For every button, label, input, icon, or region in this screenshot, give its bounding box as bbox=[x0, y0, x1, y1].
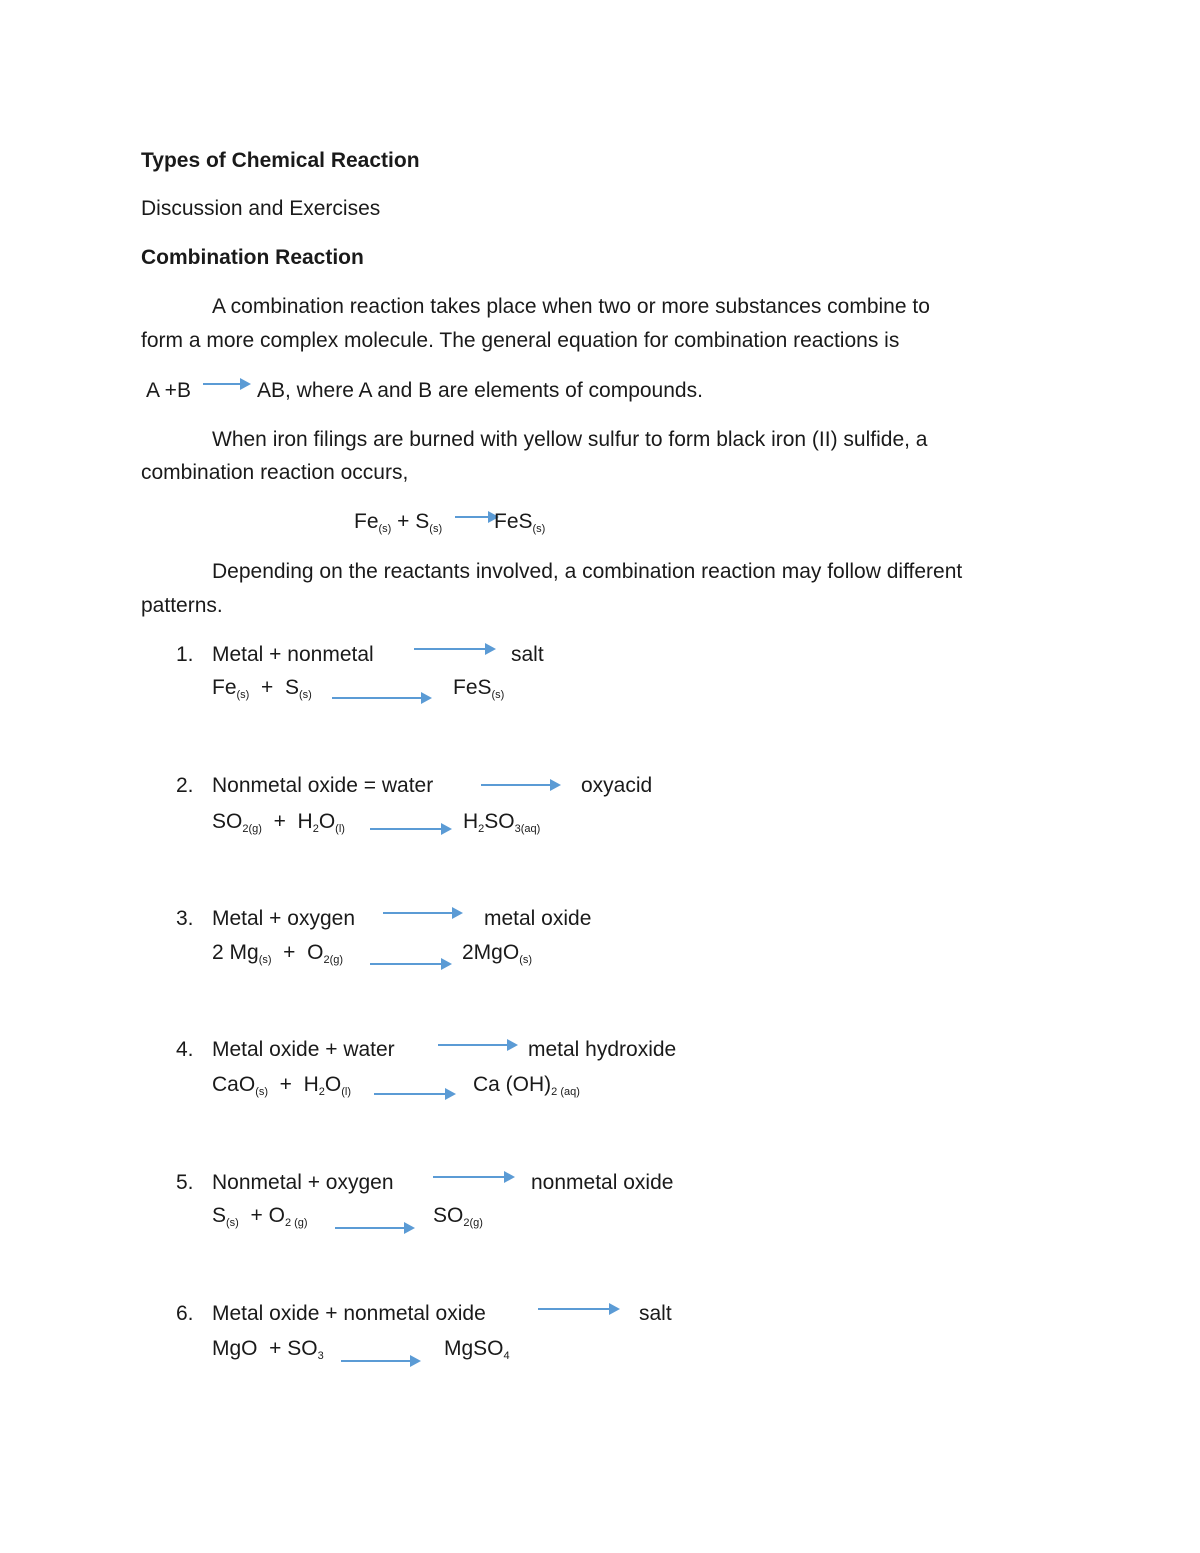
reaction-arrow-icon bbox=[414, 643, 496, 655]
iron-paragraph-line-1: When iron filings are burned with yellow sulfur to form black iron (II) sulfide, a bbox=[212, 428, 928, 451]
pattern-number: 5. bbox=[176, 1171, 194, 1194]
pattern-reactants: Metal oxide + nonmetal oxide bbox=[212, 1302, 486, 1325]
pattern-number: 3. bbox=[176, 907, 194, 930]
pattern-number: 1. bbox=[176, 643, 194, 666]
general-equation-product: AB, where A and B are elements of compounds. bbox=[257, 379, 703, 402]
iron-equation-product: FeS$_{(s)}$ bbox=[494, 510, 546, 535]
intro-paragraph-line-2: form a more complex molecule. The general equation for combination reactions is bbox=[141, 329, 900, 352]
example-product: FeS$_{(s)}$ bbox=[453, 676, 505, 701]
reaction-arrow-icon bbox=[538, 1303, 620, 1315]
example-product: Ca $(OH)_{2 (aq)}$ bbox=[473, 1073, 580, 1098]
pattern-number: 6. bbox=[176, 1302, 194, 1325]
example-product: $H_2SO_{3(aq)}$ bbox=[463, 810, 541, 835]
pattern-number: 2. bbox=[176, 774, 194, 797]
pattern-product: salt bbox=[639, 1302, 672, 1325]
example-reactants: 2 $Mg_{(s)} + O_{2(g)}$ bbox=[212, 941, 344, 966]
reaction-arrow-icon bbox=[481, 779, 561, 791]
page-subtitle: Discussion and Exercises bbox=[141, 197, 381, 220]
pattern-reactants: Nonmetal oxide = water bbox=[212, 774, 434, 797]
example-reactants: $SO_{2(g)} + H_2O_{(l)}$ bbox=[212, 810, 345, 835]
reaction-arrow-icon bbox=[335, 1222, 415, 1234]
iron-paragraph-line-2: combination reaction occurs, bbox=[141, 461, 409, 484]
pattern-reactants: Metal + oxygen bbox=[212, 907, 356, 930]
general-equation-reactants: A +B bbox=[146, 379, 191, 402]
reaction-arrow-icon bbox=[370, 823, 452, 835]
pattern-product: oxyacid bbox=[581, 774, 653, 797]
depend-paragraph-line-2: patterns. bbox=[141, 594, 223, 617]
reaction-arrow-icon bbox=[203, 378, 251, 390]
example-reactants: $Fe_{(s)} + S_{(s)}$ bbox=[212, 676, 312, 701]
example-product: $SO_{2(g)}$ bbox=[433, 1204, 483, 1229]
reaction-arrow-icon bbox=[332, 692, 432, 704]
intro-paragraph-line-1: A combination reaction takes place when two or more substances combine to bbox=[212, 295, 930, 318]
example-reactants: MgO + $SO_3$ bbox=[212, 1337, 324, 1362]
example-reactants: $CaO_{(s)} + H_2O_{(l)}$ bbox=[212, 1073, 352, 1098]
reaction-arrow-icon bbox=[433, 1171, 515, 1183]
example-reactants: $S_{(s)} + O_{2 (g)}$ bbox=[212, 1204, 308, 1229]
pattern-reactants: Metal oxide + water bbox=[212, 1038, 395, 1061]
pattern-product: salt bbox=[511, 643, 544, 666]
reaction-arrow-icon bbox=[341, 1355, 421, 1367]
reaction-arrow-icon bbox=[383, 907, 463, 919]
iron-equation-reactants: $Fe_{(s)} + S_{(s)}$ bbox=[354, 510, 443, 535]
example-product: MgSO$_4$ bbox=[444, 1337, 510, 1362]
depend-paragraph-line-1: Depending on the reactants involved, a combination reaction may follow different bbox=[212, 560, 963, 583]
reaction-arrow-icon bbox=[455, 511, 499, 523]
example-product: 2MgO$_{(s)}$ bbox=[462, 941, 533, 966]
page-title: Types of Chemical Reaction bbox=[141, 149, 420, 172]
pattern-product: nonmetal oxide bbox=[531, 1171, 674, 1194]
pattern-reactants: Nonmetal + oxygen bbox=[212, 1171, 394, 1194]
pattern-number: 4. bbox=[176, 1038, 194, 1061]
pattern-product: metal hydroxide bbox=[528, 1038, 677, 1061]
pattern-reactants: Metal + nonmetal bbox=[212, 643, 374, 666]
reaction-arrow-icon bbox=[374, 1088, 456, 1100]
pattern-product: metal oxide bbox=[484, 907, 592, 930]
reaction-arrow-icon bbox=[370, 958, 452, 970]
section-heading: Combination Reaction bbox=[141, 246, 364, 269]
reaction-arrow-icon bbox=[438, 1039, 518, 1051]
